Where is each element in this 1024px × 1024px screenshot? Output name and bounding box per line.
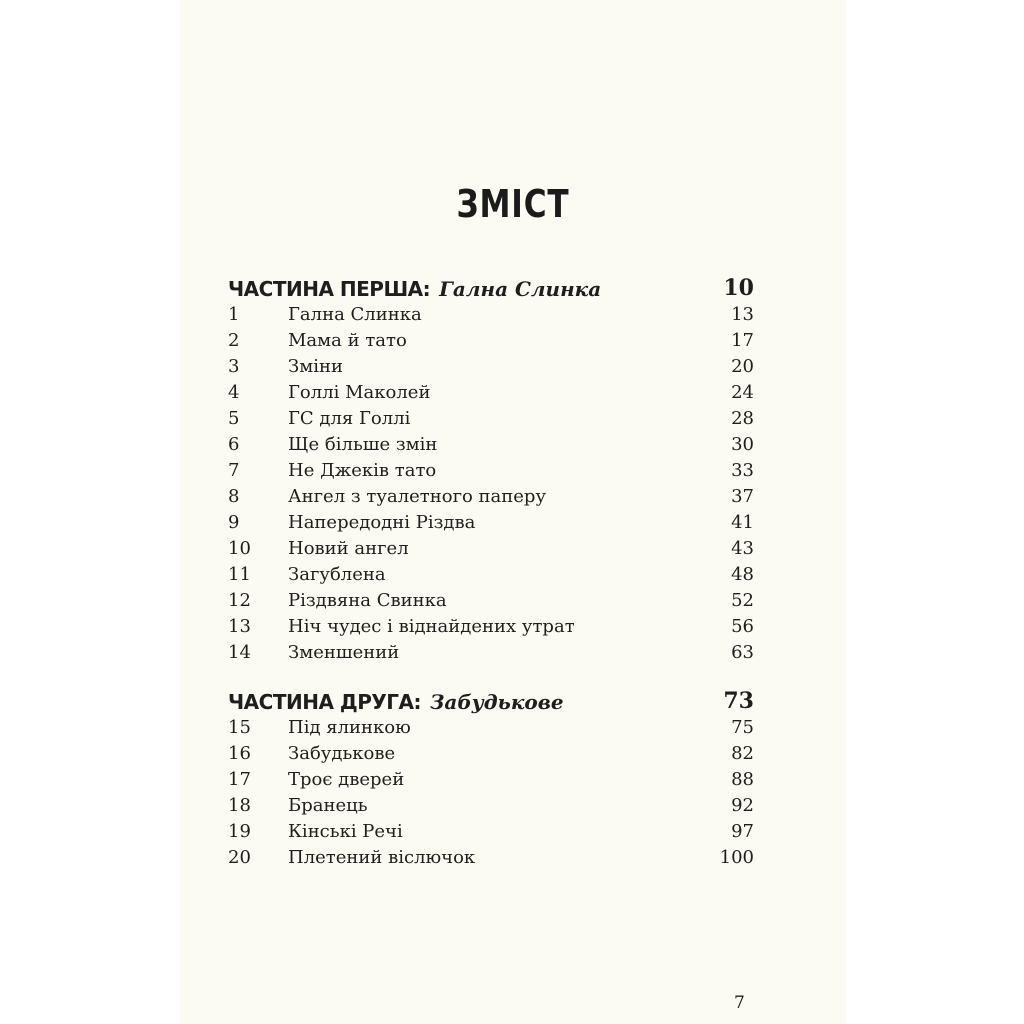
chapter-title: Кінські Речі <box>288 821 403 842</box>
chapter-title: Бранець <box>288 795 368 816</box>
chapter-number: 7 <box>228 460 240 481</box>
chapter-row <box>228 486 754 512</box>
chapter-page-number: 92 <box>731 795 754 816</box>
chapter-page-number: 56 <box>731 616 754 637</box>
chapter-number: 11 <box>228 564 251 585</box>
chapter-row <box>228 512 754 538</box>
chapter-title: Різдвяна Свинка <box>288 590 447 611</box>
chapter-page-number: 75 <box>731 717 754 738</box>
part-page-number: 10 <box>723 275 754 301</box>
chapter-row <box>228 434 754 460</box>
chapter-number: 1 <box>228 304 240 325</box>
part-name: Гална Слинка <box>439 277 602 301</box>
chapter-page-number: 82 <box>731 743 754 764</box>
chapter-page-number: 41 <box>731 512 754 533</box>
chapter-page-number: 28 <box>731 408 754 429</box>
chapter-title: Напередодні Різдва <box>288 512 476 533</box>
part-heading <box>228 690 754 720</box>
chapter-number: 18 <box>228 795 251 816</box>
chapter-number: 8 <box>228 486 240 507</box>
chapter-page-number: 97 <box>731 821 754 842</box>
chapter-title: Зміни <box>288 356 343 377</box>
chapter-number: 13 <box>228 616 251 637</box>
chapter-title: Загублена <box>288 564 386 585</box>
chapter-title: Зменшений <box>288 642 400 663</box>
chapter-row <box>228 590 754 616</box>
chapter-number: 3 <box>228 356 240 377</box>
chapter-row <box>228 642 754 668</box>
book-page <box>180 0 846 1024</box>
chapter-row <box>228 743 754 769</box>
chapter-title: Під ялинкою <box>288 717 411 738</box>
chapter-number: 19 <box>228 821 251 842</box>
chapter-page-number: 52 <box>731 590 754 611</box>
page-title: ЗМІСТ <box>456 182 570 226</box>
chapter-row <box>228 616 754 642</box>
chapter-title: Новий ангел <box>288 538 409 559</box>
chapter-number: 12 <box>228 590 251 611</box>
part-prefix: ЧАСТИНА ДРУГА: <box>228 690 421 714</box>
chapter-page-number: 100 <box>719 847 754 868</box>
chapter-page-number: 20 <box>731 356 754 377</box>
chapter-title: Голлі Маколей <box>288 382 431 403</box>
chapter-title: Троє дверей <box>288 769 405 790</box>
chapter-number: 6 <box>228 434 240 455</box>
chapter-number: 17 <box>228 769 251 790</box>
chapter-title: Мама й тато <box>288 330 407 351</box>
chapter-number: 15 <box>228 717 251 738</box>
part-name: Забудькове <box>429 690 564 714</box>
part-heading <box>228 277 754 307</box>
chapter-title: Ще більше змін <box>288 434 438 455</box>
part-label <box>228 277 601 301</box>
part-page-number: 73 <box>723 688 754 714</box>
chapter-page-number: 37 <box>731 486 754 507</box>
chapter-title: Ніч чудес і віднайдених утрат <box>288 616 575 637</box>
chapter-row <box>228 847 754 873</box>
chapter-number: 14 <box>228 642 251 663</box>
chapter-number: 5 <box>228 408 240 429</box>
chapter-page-number: 13 <box>731 304 754 325</box>
chapter-title: Плетений віслючок <box>288 847 476 868</box>
part-label <box>228 690 564 714</box>
chapter-page-number: 30 <box>731 434 754 455</box>
chapter-row <box>228 330 754 356</box>
chapter-title: ГС для Голлі <box>288 408 411 429</box>
chapter-row <box>228 717 754 743</box>
part-prefix: ЧАСТИНА ПЕРША: <box>228 277 431 301</box>
chapter-page-number: 17 <box>731 330 754 351</box>
chapter-row <box>228 408 754 434</box>
chapter-row <box>228 564 754 590</box>
chapter-title: Гална Слинка <box>288 304 422 325</box>
page-number: 7 <box>734 993 745 1013</box>
chapter-number: 9 <box>228 512 240 533</box>
chapter-page-number: 48 <box>731 564 754 585</box>
chapter-number: 20 <box>228 847 251 868</box>
chapter-row <box>228 356 754 382</box>
chapter-row <box>228 382 754 408</box>
chapter-page-number: 88 <box>731 769 754 790</box>
chapter-page-number: 63 <box>731 642 754 663</box>
chapter-row <box>228 304 754 330</box>
chapter-row <box>228 795 754 821</box>
chapter-page-number: 43 <box>731 538 754 559</box>
chapter-number: 16 <box>228 743 251 764</box>
chapter-page-number: 24 <box>731 382 754 403</box>
chapter-page-number: 33 <box>731 460 754 481</box>
chapter-number: 2 <box>228 330 240 351</box>
chapter-title: Забудькове <box>288 743 396 764</box>
chapter-title: Ангел з туалетного паперу <box>288 486 547 507</box>
chapter-title: Не Джеків тато <box>288 460 437 481</box>
chapter-row <box>228 769 754 795</box>
chapter-number: 4 <box>228 382 240 403</box>
chapter-row <box>228 538 754 564</box>
chapter-number: 10 <box>228 538 251 559</box>
chapter-row <box>228 821 754 847</box>
chapter-row <box>228 460 754 486</box>
